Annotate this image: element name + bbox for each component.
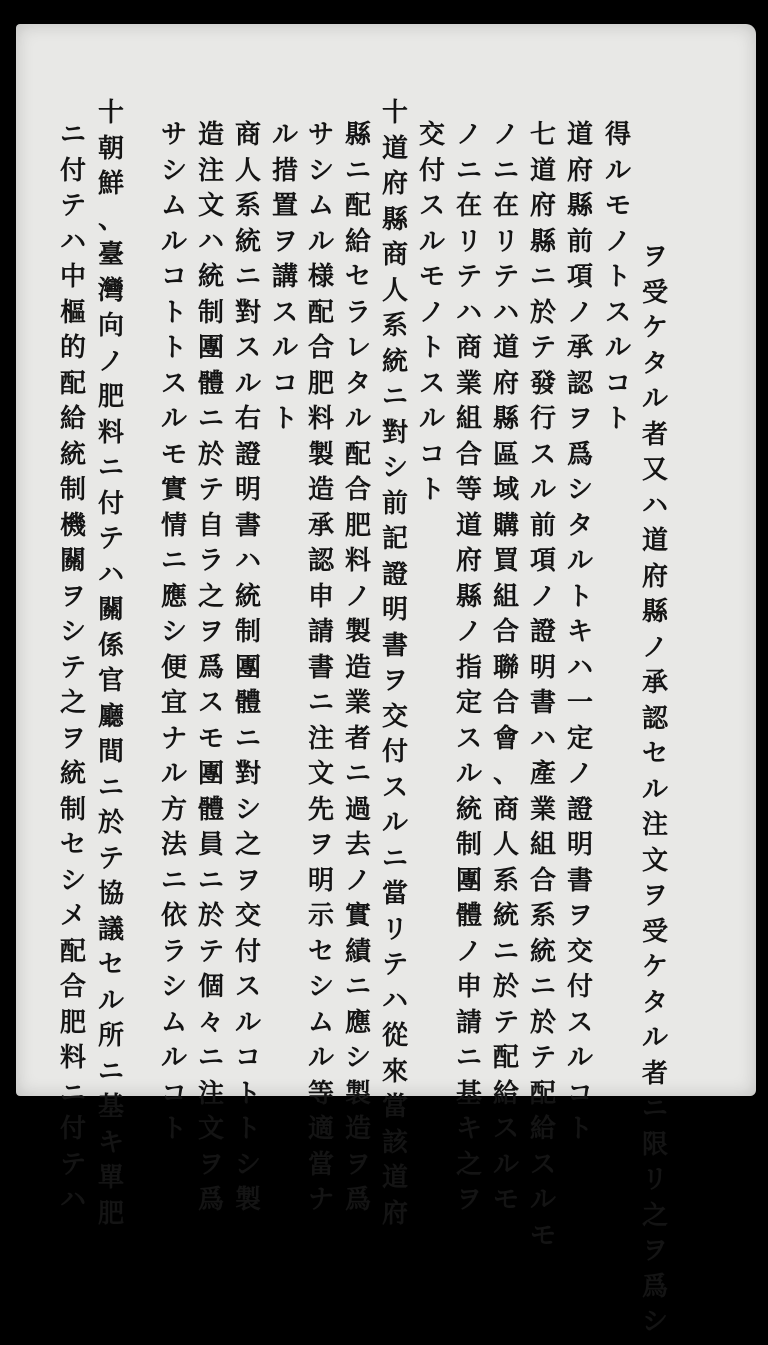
- text-column: サ シ ム ル 様 配 合 肥 料 製 造 承 認 申 請 書 ニ 注 文 先 ヲ 明 示 セ シ ム ル 等 適 當 ナ: [307, 120, 334, 1215]
- document-page: [16, 24, 756, 1337]
- text-column: ノ ニ 在 リ テ ハ 道 府 縣 區 域 購 買 組 合 聯 合 會 、 商 人 系 統 ニ 於 テ 配 給 ス ル モ: [492, 120, 519, 1215]
- text-column: サ シ ム ル コ ト ト ス ル モ 實 情 ニ 應 シ 便 宜 ナ ル 方 法 ニ 依 ラ シ ム ル コ ト: [160, 120, 187, 1144]
- text-column: 交 付 ス ル モ ノ ト ス ル コ ト: [418, 120, 445, 505]
- text-column: 十 道 府 縣 商 人 系 統 ニ 對 シ 前 記 證 明 書 ヲ 交 付 ス ル ニ 當 リ テ ハ 從 來 當 該 道 府: [381, 98, 408, 1229]
- text-column: 商 人 系 統 ニ 對 ス ル 右 證 明 書 ハ 統 制 團 體 ニ 對 シ 之 ヲ 交 付 ス ル コ ト ト シ 製: [234, 120, 261, 1215]
- text-column: 得 ル モ ノ ト ス ル コ ト: [604, 120, 631, 434]
- text-column: ニ 付 テ ハ 中 樞 的 配 給 統 制 機 關 ヲ シ テ 之 ヲ 統 制 セ シ メ 配 合 肥 料 ニ 付 テ ハ: [59, 120, 86, 1215]
- text-column: ノ ニ 在 リ テ ハ 商 業 組 合 等 道 府 縣 ノ 指 定 ス ル 統 制 團 體 ノ 申 請 ニ 基 キ 之 ヲ: [455, 120, 482, 1215]
- text-column: ヲ 受 ケ タ ル 者 又 ハ 道 府 縣 ノ 承 認 セ ル 注 文 ヲ 受 ケ タ ル 者 ニ 限 リ 之 ヲ 爲 シ: [641, 242, 668, 1337]
- text-column: 七 道 府 縣 ニ 於 テ 發 行 ス ル 前 項 ノ 證 明 書 ハ 產 業 組 合 系 統 ニ 於 テ 配 給 ス ル モ: [529, 120, 556, 1251]
- text-column: 縣 ニ 配 給 セ ラ レ タ ル 配 合 肥 料 ノ 製 造 業 者 ニ 過 去 ノ 實 績 ニ 應 シ 製 造 ヲ 爲: [344, 120, 371, 1215]
- text-column: 十 朝 鮮 、 臺 灣 向 ノ 肥 料 ニ 付 テ ハ 關 係 官 廳 間 ニ 於 テ 協 議 セ ル 所 ニ 基 キ 單 肥: [97, 98, 124, 1229]
- text-column: 道 府 縣 前 項 ノ 承 認 ヲ 爲 シ タ ル ト キ ハ 一 定 ノ 證 明 書 ヲ 交 付 ス ル コ ト: [566, 120, 593, 1144]
- text-column: 造 注 文 ハ 統 制 團 體 ニ 於 テ 自 ラ 之 ヲ 爲 ス モ 團 體 員 ニ 於 テ 個 々 ニ 注 文 ヲ 爲: [197, 120, 224, 1215]
- text-column: ル 措 置 ヲ 講 ス ル コ ト: [271, 120, 298, 434]
